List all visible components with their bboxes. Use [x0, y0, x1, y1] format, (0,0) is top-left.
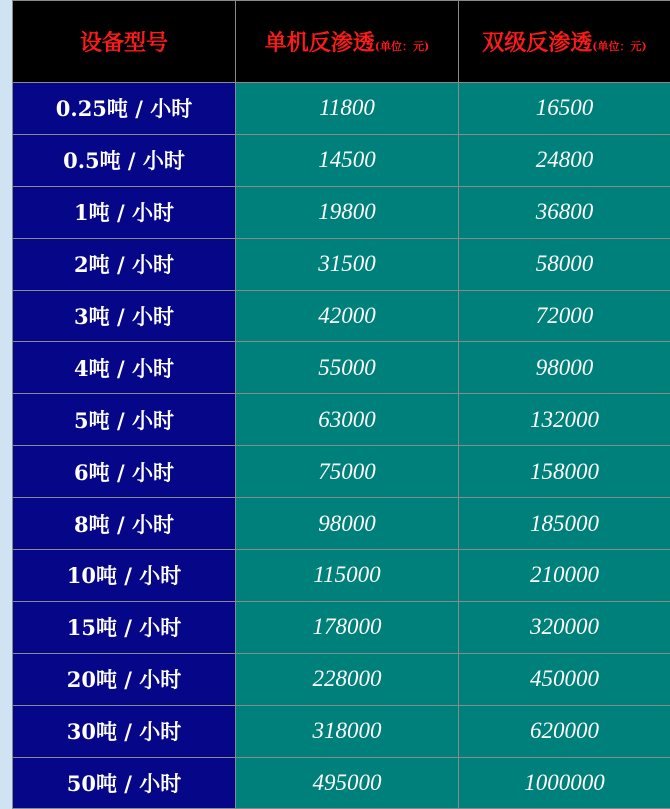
model-cell: 10吨 / 小时 — [13, 550, 236, 602]
price-table — [12, 0, 670, 809]
table-row — [13, 342, 670, 394]
single-price-cell: 178000 — [236, 601, 459, 653]
single-price-cell: 14500 — [236, 134, 459, 186]
single-price-cell: 495000 — [236, 757, 459, 809]
single-price-cell: 63000 — [236, 394, 459, 446]
single-price-cell: 55000 — [236, 342, 459, 394]
single-price-cell: 115000 — [236, 550, 459, 602]
table-header-row — [13, 1, 670, 83]
double-price-cell: 16500 — [459, 83, 670, 135]
double-price-cell: 158000 — [459, 446, 670, 498]
table-row — [13, 446, 670, 498]
double-price-cell: 620000 — [459, 705, 670, 757]
double-price-cell: 72000 — [459, 290, 670, 342]
model-cell: 30吨 / 小时 — [13, 705, 236, 757]
table-row — [13, 653, 670, 705]
single-price-cell: 98000 — [236, 498, 459, 550]
table-row — [13, 601, 670, 653]
table-row — [13, 134, 670, 186]
model-cell: 0.5吨 / 小时 — [13, 134, 236, 186]
single-price-cell: 11800 — [236, 83, 459, 135]
single-price-cell: 31500 — [236, 238, 459, 290]
single-price-cell: 228000 — [236, 653, 459, 705]
header-double-ro-label: 双级反渗透 — [482, 30, 593, 56]
double-price-cell: 132000 — [459, 394, 670, 446]
table-row — [13, 757, 670, 809]
header-single-ro — [236, 1, 459, 83]
model-cell: 50吨 / 小时 — [13, 757, 236, 809]
double-price-cell: 1000000 — [459, 757, 670, 809]
double-price-cell: 210000 — [459, 550, 670, 602]
model-cell: 4吨 / 小时 — [13, 342, 236, 394]
single-price-cell: 75000 — [236, 446, 459, 498]
model-cell: 5吨 / 小时 — [13, 394, 236, 446]
model-cell: 15吨 / 小时 — [13, 601, 236, 653]
double-price-cell: 450000 — [459, 653, 670, 705]
header-single-ro-label: 单机反渗透 — [264, 30, 375, 56]
table-row — [13, 394, 670, 446]
model-cell: 6吨 / 小时 — [13, 446, 236, 498]
header-single-ro-unit: (单位：元) — [374, 40, 430, 53]
double-price-cell: 24800 — [459, 134, 670, 186]
header-model-label: 设备型号 — [79, 30, 168, 56]
double-price-cell: 36800 — [459, 186, 670, 238]
header-double-ro — [459, 1, 670, 83]
model-cell: 0.25吨 / 小时 — [13, 83, 236, 135]
table-row — [13, 186, 670, 238]
table-row — [13, 550, 670, 602]
double-price-cell: 320000 — [459, 601, 670, 653]
model-cell: 8吨 / 小时 — [13, 498, 236, 550]
single-price-cell: 19800 — [236, 186, 459, 238]
header-double-ro-unit: (单位：元) — [592, 40, 647, 53]
table-row — [13, 290, 670, 342]
model-cell: 20吨 / 小时 — [13, 653, 236, 705]
double-price-cell: 98000 — [459, 342, 670, 394]
model-cell: 2吨 / 小时 — [13, 238, 236, 290]
table-row — [13, 498, 670, 550]
table-row — [13, 83, 670, 135]
double-price-cell: 58000 — [459, 238, 670, 290]
table-row — [13, 238, 670, 290]
table-row — [13, 705, 670, 757]
header-model — [13, 1, 236, 83]
model-cell: 1吨 / 小时 — [13, 186, 236, 238]
double-price-cell: 185000 — [459, 498, 670, 550]
model-cell: 3吨 / 小时 — [13, 290, 236, 342]
single-price-cell: 318000 — [236, 705, 459, 757]
single-price-cell: 42000 — [236, 290, 459, 342]
